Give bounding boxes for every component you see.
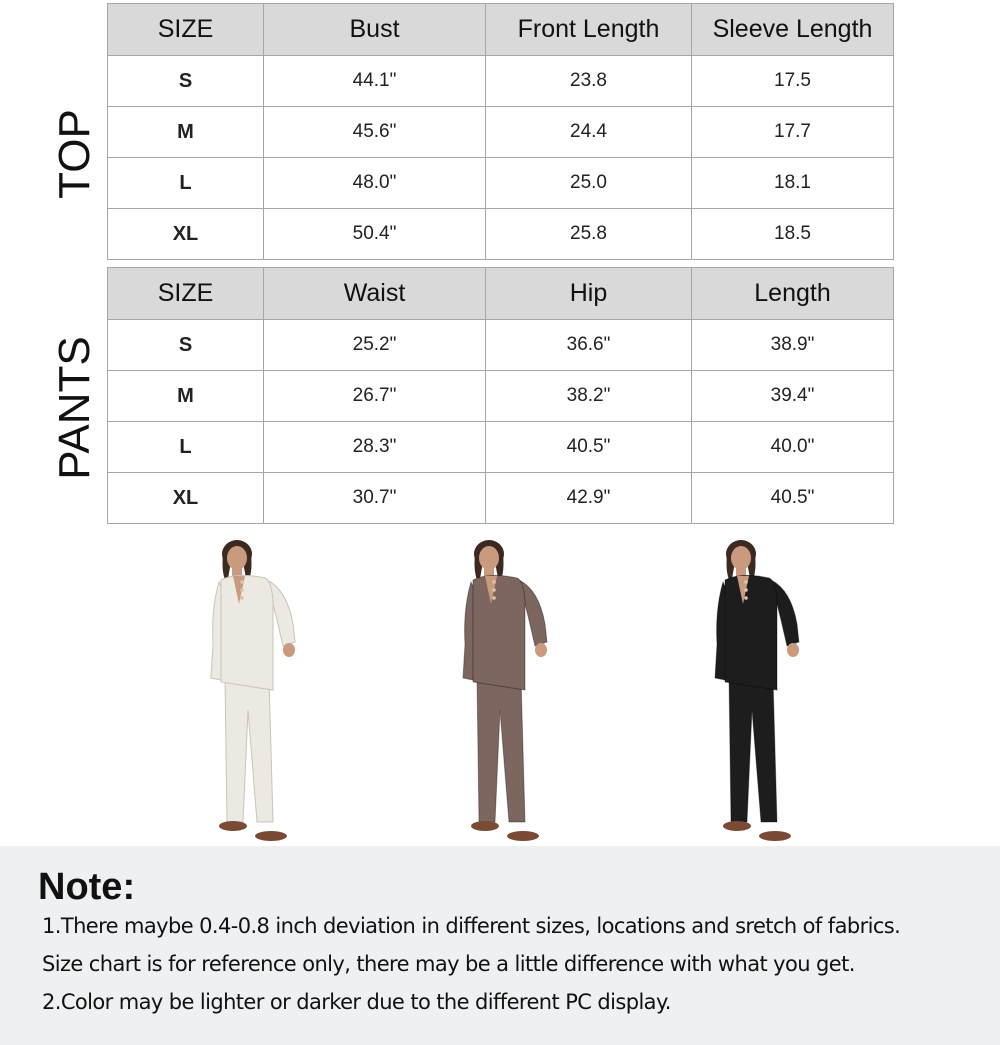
bust-cell: 45.6"	[264, 107, 486, 158]
table-row	[108, 473, 894, 524]
button-dot	[744, 588, 748, 592]
sandal-shape	[723, 821, 751, 831]
button-dot	[744, 596, 748, 600]
sleeve-length-cell: 18.5	[692, 209, 894, 260]
sandal-shape	[507, 831, 539, 841]
front-length-cell: 25.8	[486, 209, 692, 260]
hip-cell: 40.5"	[486, 422, 692, 473]
model-figure-mauve	[459, 540, 569, 846]
bust-cell: 48.0"	[264, 158, 486, 209]
table-header-row	[108, 268, 894, 320]
sleeve-length-cell: 18.1	[692, 158, 894, 209]
length-cell: 40.5"	[692, 473, 894, 524]
trousers-shape	[225, 678, 273, 822]
waist-cell: 30.7"	[264, 473, 486, 524]
table-row	[108, 158, 894, 209]
waist-cell: 26.7"	[264, 371, 486, 422]
size-cell: L	[108, 422, 264, 473]
sandal-shape	[759, 831, 791, 841]
sleeve-length-cell: 17.7	[692, 107, 894, 158]
sandal-shape	[219, 821, 247, 831]
hand-shape	[787, 643, 799, 657]
face-shape	[479, 546, 499, 570]
column-header-size: SIZE	[108, 4, 264, 56]
note-line: 1.There maybe 0.4-0.8 inch deviation in different sizes, locations and sretch of fabrics.	[42, 914, 901, 938]
face-shape	[227, 546, 247, 570]
length-cell: 38.9"	[692, 320, 894, 371]
hand-shape	[283, 643, 295, 657]
size-cell: XL	[108, 209, 264, 260]
button-dot	[240, 596, 244, 600]
model-figure-white	[207, 540, 317, 846]
table-row	[108, 209, 894, 260]
sweater-shape	[221, 575, 273, 690]
note-title: Note:	[38, 866, 136, 908]
column-header-bust: Bust	[264, 4, 486, 56]
model-photos	[0, 540, 1000, 846]
table-header-row	[108, 4, 894, 56]
waist-cell: 28.3"	[264, 422, 486, 473]
hip-cell: 38.2"	[486, 371, 692, 422]
column-header-sleeve-length: Sleeve Length	[692, 4, 894, 56]
bust-cell: 50.4"	[264, 209, 486, 260]
bust-cell: 44.1"	[264, 56, 486, 107]
front-length-cell: 24.4	[486, 107, 692, 158]
size-cell: M	[108, 371, 264, 422]
table-row	[108, 320, 894, 371]
sweater-shape	[473, 575, 525, 690]
pants-section-label: PANTS	[50, 336, 99, 480]
face-shape	[731, 546, 751, 570]
waist-cell: 25.2"	[264, 320, 486, 371]
column-header-waist: Waist	[264, 268, 486, 320]
length-cell: 40.0"	[692, 422, 894, 473]
front-length-cell: 25.0	[486, 158, 692, 209]
note-panel	[0, 846, 1000, 1045]
button-dot	[744, 580, 748, 584]
sleeve-length-cell: 17.5	[692, 56, 894, 107]
hip-cell: 36.6"	[486, 320, 692, 371]
size-cell: S	[108, 56, 264, 107]
size-cell: S	[108, 320, 264, 371]
table-row	[108, 107, 894, 158]
size-cell: XL	[108, 473, 264, 524]
column-header-hip: Hip	[486, 268, 692, 320]
table-row	[108, 371, 894, 422]
pants-size-table	[107, 267, 894, 524]
button-dot	[492, 580, 496, 584]
model-figure-black	[711, 540, 821, 846]
sweater-shape	[725, 575, 777, 690]
top-section-label: TOP	[50, 109, 99, 199]
sandal-shape	[255, 831, 287, 841]
button-dot	[240, 588, 244, 592]
trousers-shape	[477, 678, 525, 822]
note-line: Size chart is for reference only, there may be a little difference with what you get.	[42, 952, 855, 976]
button-dot	[240, 580, 244, 584]
column-header-length: Length	[692, 268, 894, 320]
hand-shape	[535, 643, 547, 657]
column-header-size: SIZE	[108, 268, 264, 320]
sandal-shape	[471, 821, 499, 831]
note-line: 2.Color may be lighter or darker due to the different PC display.	[42, 990, 671, 1014]
table-row	[108, 422, 894, 473]
model-silhouette	[207, 540, 317, 846]
model-silhouette	[711, 540, 821, 846]
size-cell: L	[108, 158, 264, 209]
top-size-table	[107, 3, 894, 260]
trousers-shape	[729, 678, 777, 822]
table-row	[108, 56, 894, 107]
size-cell: M	[108, 107, 264, 158]
button-dot	[492, 596, 496, 600]
model-silhouette	[459, 540, 569, 846]
hip-cell: 42.9"	[486, 473, 692, 524]
length-cell: 39.4"	[692, 371, 894, 422]
front-length-cell: 23.8	[486, 56, 692, 107]
button-dot	[492, 588, 496, 592]
column-header-front-length: Front Length	[486, 4, 692, 56]
